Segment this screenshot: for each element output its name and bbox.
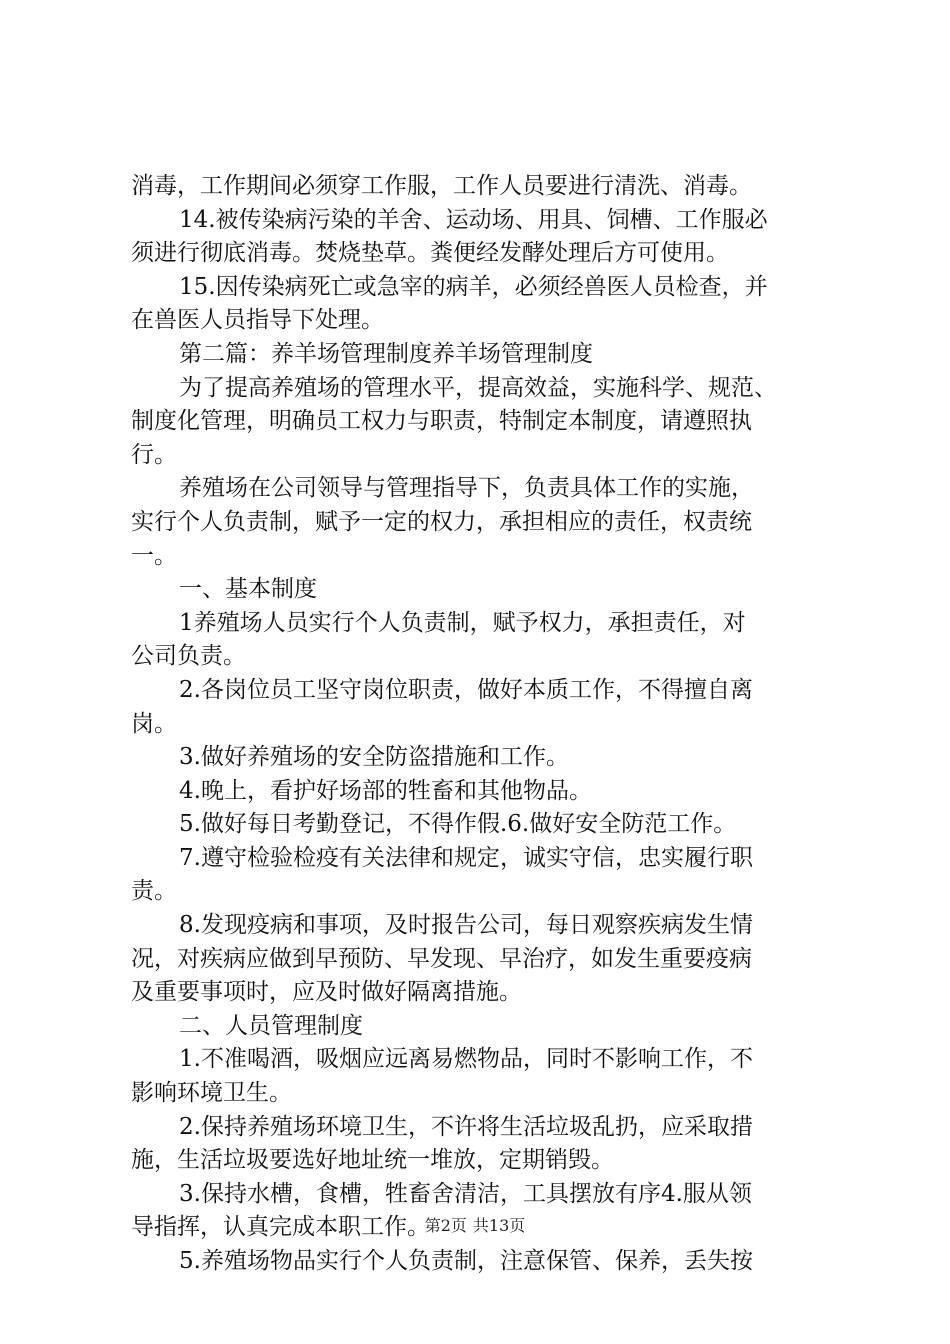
text-line: 责。 [131,878,177,905]
text-line: 3.做好养殖场的安全防盗措施和工作。 [179,744,569,771]
text-line: 消毒，工作期间必须穿工作服，工作人员要进行清洗、消毒。 [131,173,752,199]
page-total: 共13页 [472,1216,526,1235]
text-line: 第二篇：养羊场管理制度养羊场管理制度 [179,340,593,367]
text-line: 须进行彻底消毒。焚烧垫草。粪便经发酵处理后方可使用。 [131,240,729,267]
text-line: 为了提高养殖场的管理水平，提高效益，实施科学、规范、 [179,374,777,401]
text-line: 7.遵守检验检疫有关法律和规定，诚实守信，忠实履行职 [179,844,753,871]
text-line: 15.因传染病死亡或急宰的病羊，必须经兽医人员检查，并 [179,273,768,300]
text-line: 3.保持水槽，食槽，牲畜舍清洁，工具摆放有序4.服从领 [179,1180,752,1207]
text-line: 公司负责。 [131,643,246,670]
text-line: 5.做好每日考勤登记，不得作假.6.做好安全防范工作。 [179,811,737,838]
text-line: 8.发现疫病和事项，及时报告公司，每日观察疾病发生情 [179,912,753,939]
text-line: 14.被传染病污染的羊舍、运动场、用具、饲槽、工作服必 [179,206,768,233]
page-footer [0,1216,950,1236]
text-line: 导指挥，认真完成本职工作。 [131,1214,430,1241]
text-line: 1养殖场人员实行个人负责制，赋予权力，承担责任，对 [179,609,746,636]
text-line: 养殖场在公司领导与管理指导下，负责具体工作的实施， [179,475,754,502]
text-line: 施，生活垃圾要选好地址统一堆放，定期销毁。 [131,1147,614,1174]
text-line: 制度化管理，明确员工权力与职责，特制定本制度，请遵照执 [131,408,752,435]
text-line: 2.保持养殖场环境卫生，不许将生活垃圾乱扔，应采取措 [179,1113,753,1140]
text-line: 2.各岗位员工坚守岗位职责，做好本质工作，不得擅自离 [179,676,753,703]
text-line: 5.养殖场物品实行个人负责制，注意保管、保养，丢失按 [179,1248,753,1274]
text-line: 在兽医人员指导下处理。 [131,307,384,334]
text-line: 况，对疾病应做到早预防、早发现、早治疗，如发生重要疫病 [131,945,752,972]
text-line: 4.晚上，看护好场部的牲畜和其他物品。 [179,777,592,804]
text-line: 及重要事项时，应及时做好隔离措施。 [131,979,522,1006]
text-line: 1.不准喝酒，吸烟应远离易燃物品，同时不影响工作，不 [179,1046,753,1073]
text-line: 影响环境卫生。 [131,1080,292,1107]
text-line: 一。 [131,542,177,569]
text-line: 行。 [131,441,177,468]
page-number: 第2页 [424,1216,467,1235]
text-line: 岗。 [131,710,177,737]
text-line: 二、人员管理制度 [179,1012,363,1039]
text-line: 实行个人负责制，赋予一定的权力，承担相应的责任，权责统 [131,508,752,535]
document-body [131,170,831,1279]
text-line: 一、基本制度 [179,576,317,603]
